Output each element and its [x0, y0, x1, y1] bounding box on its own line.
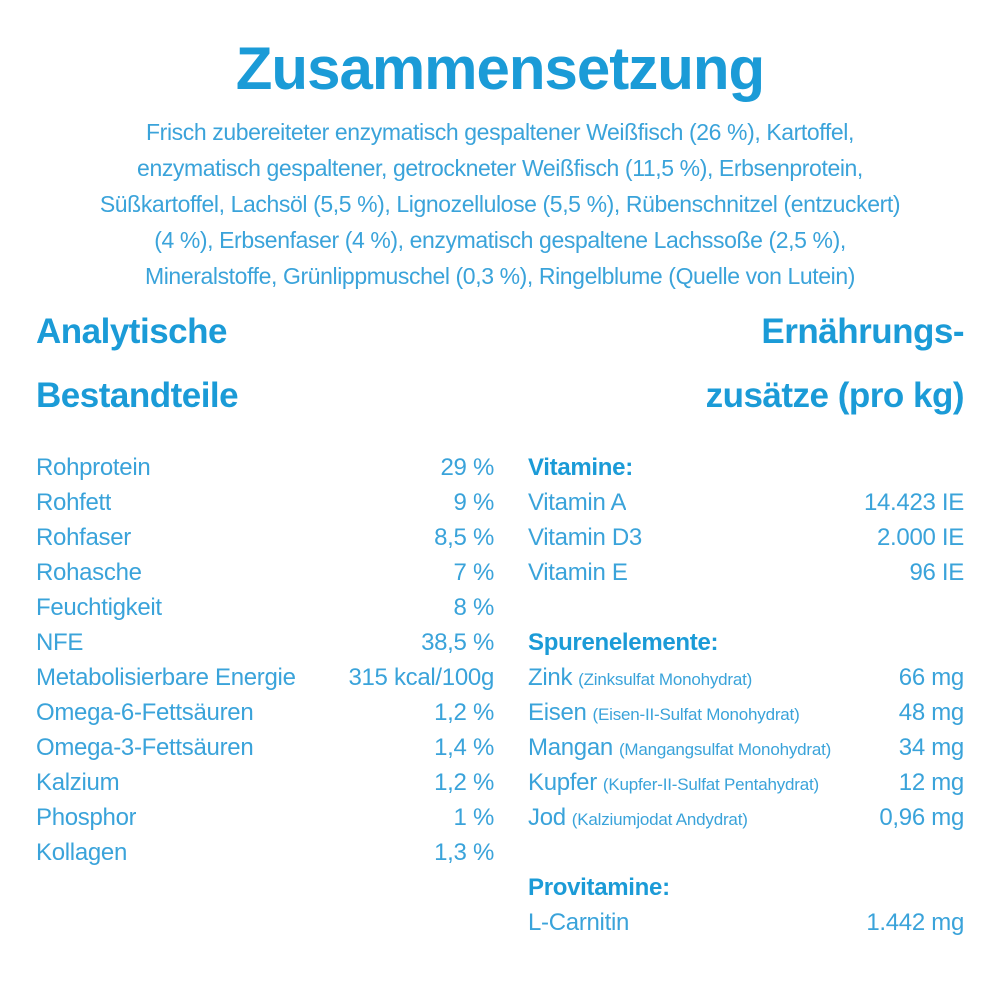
table-row: [36, 625, 494, 660]
nutrient-label: Rohfett: [36, 489, 112, 516]
nutrient-value: 1 %: [453, 804, 494, 831]
nutrient-value: 38,5 %: [421, 629, 494, 656]
additives-column: [528, 300, 964, 940]
table-row: [36, 695, 494, 730]
additive-label: L-Carnitin: [528, 909, 630, 936]
additive-value: 14.423 IE: [863, 489, 964, 516]
ingredients-line: Frisch zubereiteter enzymatisch gespaltener Weißfisch (26 %), Kartoffel,: [146, 119, 854, 145]
additive-label: Vitamin A: [528, 489, 627, 516]
table-row: [528, 555, 964, 590]
trace-elements-section: [528, 625, 964, 835]
table-row: [528, 730, 964, 765]
additive-value: 2.000 IE: [876, 524, 964, 551]
additive-label: Vitamin D3: [528, 524, 642, 551]
additive-label: Zink: [528, 664, 573, 691]
nutrient-value: 9 %: [453, 489, 494, 516]
nutrient-value: 1,3 %: [434, 839, 494, 866]
table-row: [528, 800, 964, 835]
provitamins-section-title: Provitamine:: [528, 874, 670, 901]
additive-note: (Mangangsulfat Monohydrat): [618, 740, 832, 759]
additive-value: 66 mg: [898, 664, 964, 691]
table-row: [36, 450, 494, 485]
table-row: [528, 520, 964, 555]
table-row: [36, 660, 494, 695]
table-row: [36, 520, 494, 555]
table-row: [36, 485, 494, 520]
provitamins-section: [528, 870, 964, 940]
additive-label: Jod: [528, 804, 566, 831]
nutrient-label: Omega-3-Fettsäuren: [36, 734, 254, 761]
nutrient-value: 8,5 %: [434, 524, 494, 551]
analytical-table: [36, 450, 494, 870]
vitamins-section-title: Vitamine:: [528, 454, 633, 481]
ingredients-line: Mineralstoffe, Grünlippmuschel (0,3 %), Ringelblume (Quelle von Lutein): [144, 263, 856, 289]
ingredients-line: (4 %), Erbsenfaser (4 %), enzymatisch gespaltene Lachssoße (2,5 %),: [154, 227, 846, 253]
nutrient-label: Feuchtigkeit: [36, 594, 162, 621]
nutrient-label: Omega-6-Fettsäuren: [36, 699, 254, 726]
table-row: [36, 730, 494, 765]
additive-value: 0,96 mg: [879, 804, 964, 831]
table-row: [528, 905, 964, 940]
nutrient-label: NFE: [36, 629, 84, 656]
analytical-column: [36, 300, 494, 940]
additive-value: 48 mg: [898, 699, 964, 726]
table-row: [528, 485, 964, 520]
ingredients-line: enzymatisch gespaltener, getrockneter Weißfisch (11,5 %), Erbsenprotein,: [137, 155, 863, 181]
nutrient-label: Rohprotein: [36, 454, 151, 481]
nutrient-value: 315 kcal/100g: [348, 664, 494, 691]
ingredients-paragraph: [36, 114, 964, 294]
nutrient-value: 1,2 %: [434, 769, 494, 796]
additive-label: Mangan: [528, 734, 613, 761]
additive-note: (Zinksulfat Monohydrat): [578, 670, 753, 689]
table-row: [528, 695, 964, 730]
nutrient-label: Phosphor: [36, 804, 137, 831]
table-row: [528, 765, 964, 800]
additive-note: (Kupfer-II-Sulfat Pentahydrat): [602, 775, 819, 794]
analytical-heading-line1: Analytische: [36, 312, 227, 351]
ingredients-line: Süßkartoffel, Lachsöl (5,5 %), Lignozellulose (5,5 %), Rübenschnitzel (entzuckert): [99, 191, 901, 217]
additive-value: 1.442 mg: [866, 909, 964, 936]
additive-note: (Eisen-II-Sulfat Monohydrat): [592, 705, 800, 724]
nutrient-value: 7 %: [453, 559, 494, 586]
table-row: [36, 835, 494, 870]
table-row: [36, 555, 494, 590]
additive-label: Vitamin E: [528, 559, 628, 586]
additive-value: 12 mg: [898, 769, 964, 796]
vitamins-section: [528, 450, 964, 590]
additives-heading-line2: zusätze (pro kg): [705, 376, 964, 415]
nutrient-value: 29 %: [440, 454, 494, 481]
table-row: [528, 660, 964, 695]
two-column-layout: [36, 300, 964, 940]
table-row: [36, 800, 494, 835]
nutrient-label: Metabolisierbare Energie: [36, 664, 296, 691]
nutrient-label: Rohfaser: [36, 524, 131, 551]
nutrient-value: 8 %: [453, 594, 494, 621]
analytical-heading-line2: Bestandteile: [36, 376, 239, 415]
additive-value: 34 mg: [898, 734, 964, 761]
additive-label: Eisen: [528, 699, 587, 726]
additive-value: 96 IE: [909, 559, 964, 586]
nutrient-label: Kollagen: [36, 839, 128, 866]
analytical-heading: [36, 300, 494, 428]
additives-heading-line1: Ernährungs-: [761, 312, 964, 351]
table-row: [36, 765, 494, 800]
nutrient-value: 1,2 %: [434, 699, 494, 726]
trace-elements-section-title: Spurenelemente:: [528, 629, 719, 656]
additives-heading: [528, 300, 964, 428]
nutrient-label: Rohasche: [36, 559, 142, 586]
page-title: Zusammensetzung: [235, 35, 765, 102]
nutrient-value: 1,4 %: [434, 734, 494, 761]
additive-note: (Kalziumjodat Andydrat): [571, 810, 748, 829]
nutrient-label: Kalzium: [36, 769, 120, 796]
table-row: [36, 590, 494, 625]
additive-label: Kupfer: [528, 769, 597, 796]
